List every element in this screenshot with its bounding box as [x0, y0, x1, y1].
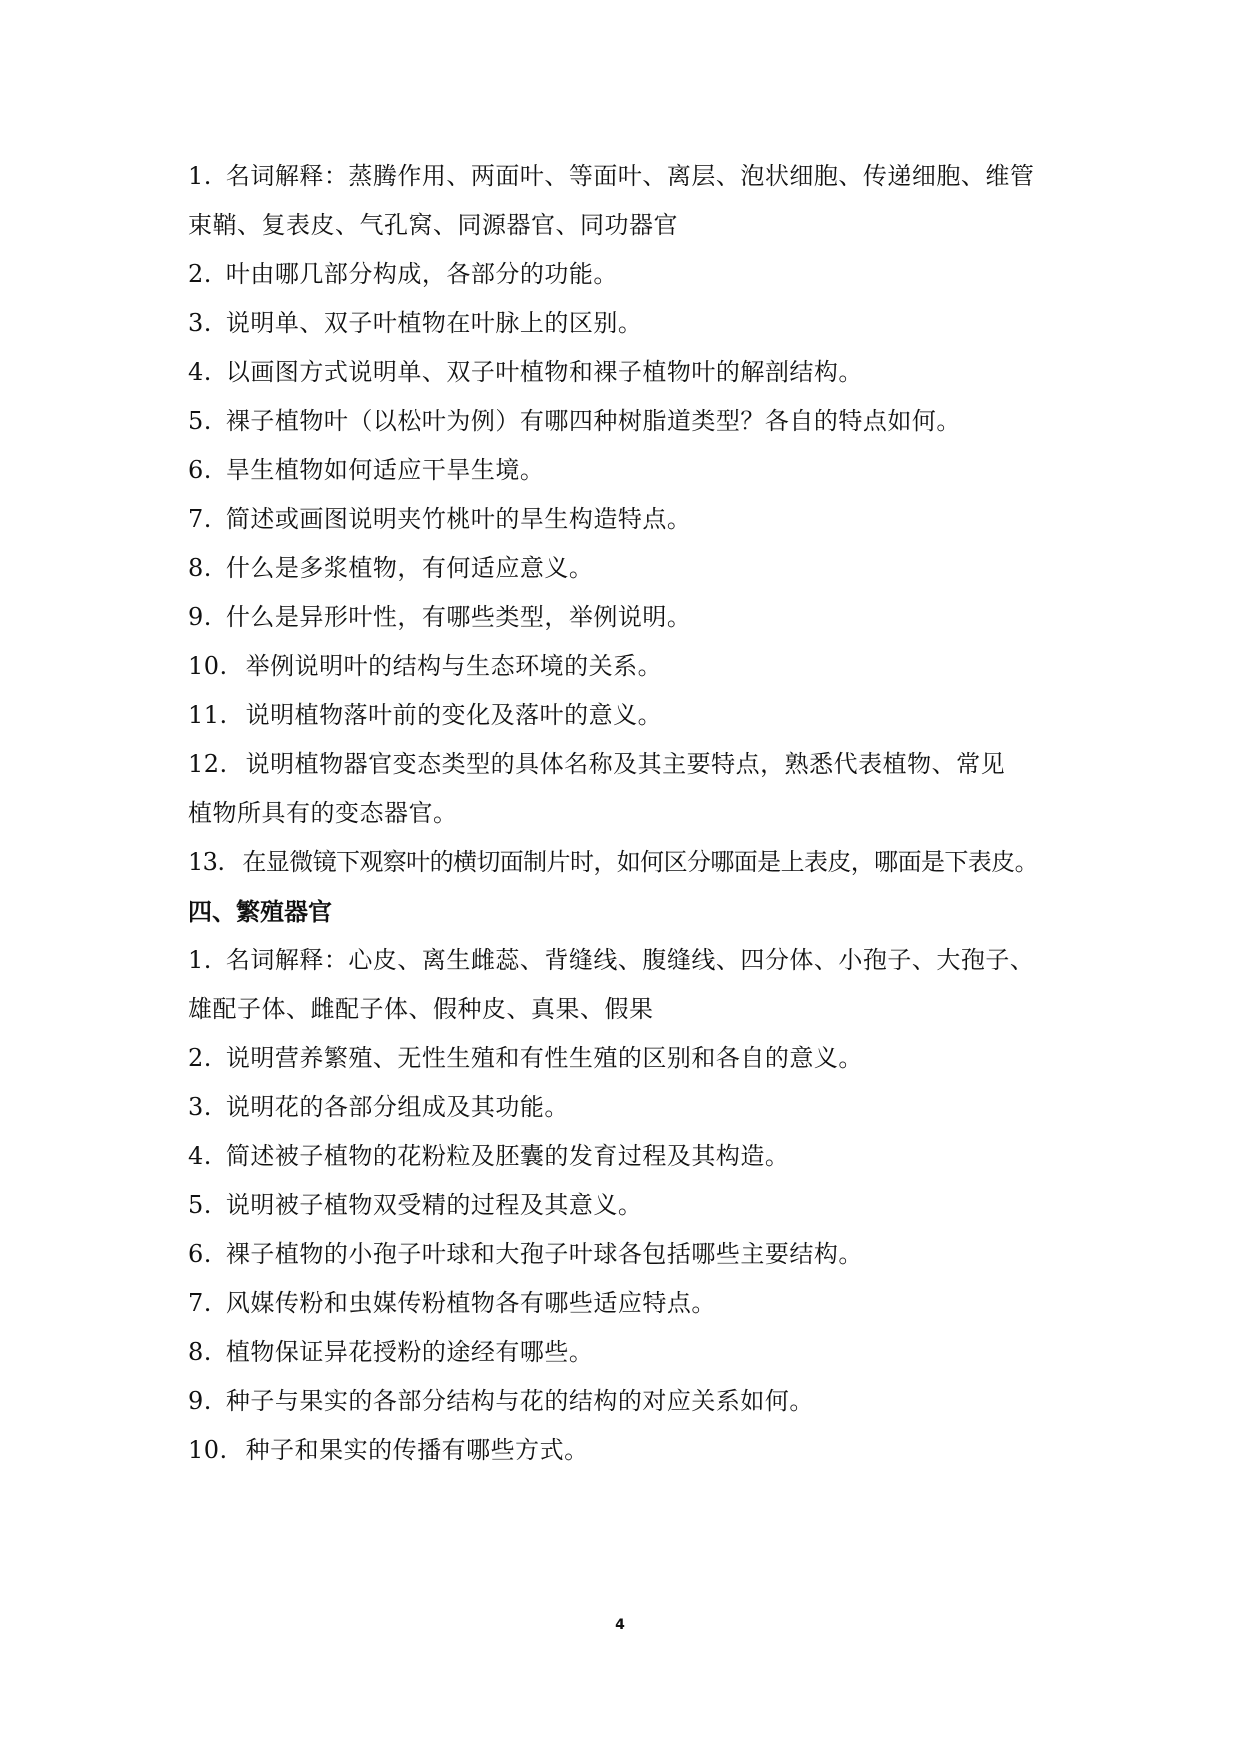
item-number: 2. — [188, 1044, 212, 1072]
item-text: 什么是多浆植物，有何适应意义。 — [225, 554, 594, 582]
list-item — [188, 1328, 1068, 1377]
item-text: 旱生植物如何适应干旱生境。 — [225, 456, 545, 484]
list-item — [188, 152, 1068, 201]
item-text: 说明被子植物双受精的过程及其意义。 — [225, 1191, 643, 1219]
list-item — [188, 544, 1068, 593]
item-text: 简述被子植物的花粉粒及胚囊的发育过程及其构造。 — [225, 1142, 790, 1170]
item-number: 8. — [188, 1338, 212, 1366]
section-4-question-list — [188, 936, 1068, 1475]
list-item-continuation — [188, 789, 1068, 838]
item-number: 6. — [188, 456, 212, 484]
item-text: 以画图方式说明单、双子叶植物和裸子植物叶的解剖结构。 — [225, 358, 863, 386]
section-heading: 四、繁殖器官 — [188, 897, 332, 926]
item-number: 11. — [188, 701, 228, 729]
item-number: 3. — [188, 309, 212, 337]
item-text: 说明花的各部分组成及其功能。 — [225, 1093, 569, 1121]
list-item — [188, 1181, 1068, 1230]
list-item — [188, 495, 1068, 544]
list-item — [188, 446, 1068, 495]
list-item-continuation — [188, 985, 1068, 1034]
item-number: 4. — [188, 358, 212, 386]
item-number: 4. — [188, 1142, 212, 1170]
list-item — [188, 1132, 1068, 1181]
item-text: 名词解释：心皮、离生雌蕊、背缝线、腹缝线、四分体、小孢子、大孢子、 — [225, 946, 1035, 974]
list-item-continuation — [188, 201, 1068, 250]
list-item — [188, 936, 1068, 985]
item-number: 1. — [188, 162, 212, 190]
item-text: 在显微镜下观察叶的横切面制片时，如何区分哪面是上表皮，哪面是下表皮。 — [242, 848, 1038, 876]
item-text: 名词解释：蒸腾作用、两面叶、等面叶、离层、泡状细胞、传递细胞、维管 — [225, 162, 1035, 190]
list-item — [188, 691, 1068, 740]
list-item — [188, 1230, 1068, 1279]
item-text-continuation: 雄配子体、雌配子体、假种皮、真果、假果 — [188, 995, 654, 1023]
item-number: 9. — [188, 1387, 212, 1415]
page-number: 4 — [615, 1617, 625, 1633]
item-number: 3. — [188, 1093, 212, 1121]
item-text-continuation: 植物所具有的变态器官。 — [188, 799, 458, 827]
item-number: 10. — [188, 1436, 228, 1464]
item-text: 举例说明叶的结构与生态环境的关系。 — [245, 652, 663, 680]
section-3-question-list — [188, 152, 1068, 887]
item-number: 12. — [188, 750, 228, 778]
item-text: 种子与果实的各部分结构与花的结构的对应关系如何。 — [225, 1387, 814, 1415]
list-item — [188, 348, 1068, 397]
item-number: 6. — [188, 1240, 212, 1268]
item-text: 说明营养繁殖、无性生殖和有性生殖的区别和各自的意义。 — [225, 1044, 863, 1072]
item-number: 7. — [188, 1289, 212, 1317]
item-number: 7. — [188, 505, 212, 533]
item-number: 1. — [188, 946, 212, 974]
list-item — [188, 397, 1068, 446]
item-text: 种子和果实的传播有哪些方式。 — [245, 1436, 589, 1464]
list-item — [188, 642, 1068, 691]
page-content — [188, 152, 1068, 1475]
item-number: 5. — [188, 407, 212, 435]
item-text: 裸子植物叶（以松叶为例）有哪四种树脂道类型？各自的特点如何。 — [225, 407, 961, 435]
list-item — [188, 593, 1068, 642]
item-number: 2. — [188, 260, 212, 288]
item-number: 8. — [188, 554, 212, 582]
item-text: 植物保证异花授粉的途经有哪些。 — [225, 1338, 594, 1366]
list-item — [188, 1426, 1068, 1475]
item-text: 裸子植物的小孢子叶球和大孢子叶球各包括哪些主要结构。 — [225, 1240, 863, 1268]
list-item — [188, 740, 1068, 789]
item-number: 10. — [188, 652, 228, 680]
list-item — [188, 1034, 1068, 1083]
item-text: 什么是异形叶性，有哪些类型，举例说明。 — [225, 603, 692, 631]
item-text: 说明植物落叶前的变化及落叶的意义。 — [245, 701, 663, 729]
item-text: 说明单、双子叶植物在叶脉上的区别。 — [225, 309, 643, 337]
item-text: 说明植物器官变态类型的具体名称及其主要特点，熟悉代表植物、常见 — [245, 750, 1006, 778]
item-number: 9. — [188, 603, 212, 631]
item-text: 叶由哪几部分构成，各部分的功能。 — [225, 260, 618, 288]
list-item — [188, 838, 1068, 887]
list-item — [188, 299, 1068, 348]
list-item — [188, 1279, 1068, 1328]
item-number: 5. — [188, 1191, 212, 1219]
item-text: 简述或画图说明夹竹桃叶的旱生构造特点。 — [225, 505, 692, 533]
list-item — [188, 1083, 1068, 1132]
item-number: 13. — [188, 848, 225, 876]
list-item — [188, 250, 1068, 299]
list-item — [188, 1377, 1068, 1426]
item-text: 风媒传粉和虫媒传粉植物各有哪些适应特点。 — [225, 1289, 716, 1317]
item-text-continuation: 束鞘、复表皮、气孔窝、同源器官、同功器官 — [188, 211, 678, 239]
